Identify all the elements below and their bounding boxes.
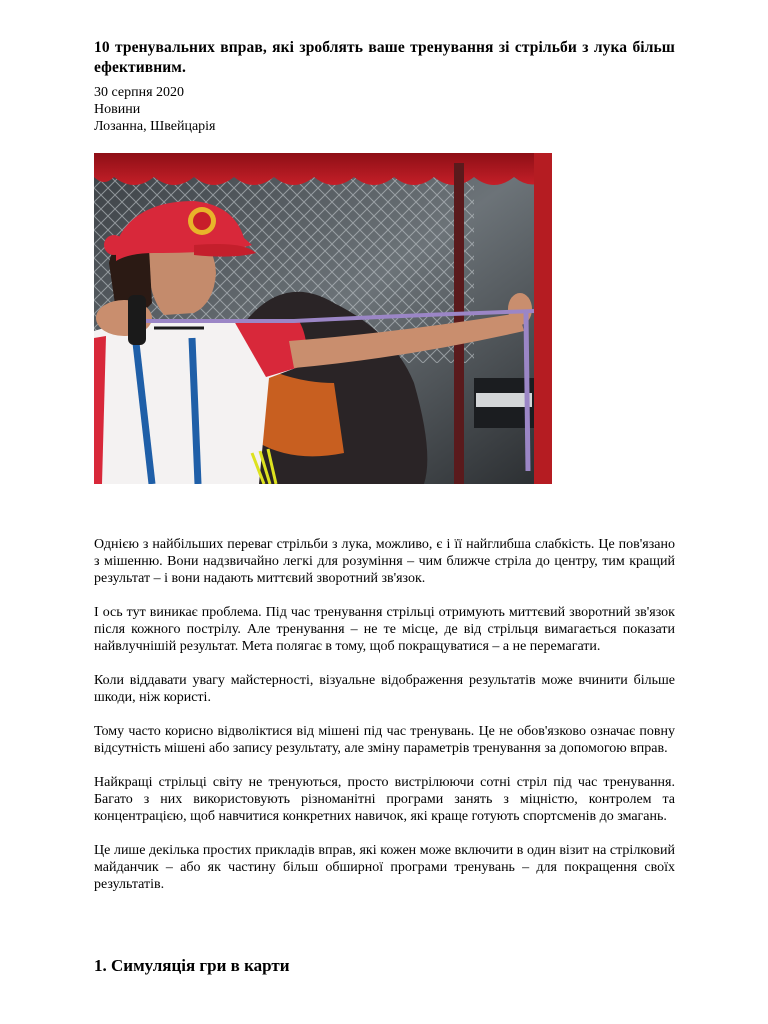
paragraph: І ось тут виникає проблема. Під час тренування стрільці отримують миттєвий зворотний зв'язок після кожного пострілу. Але тренування – не те місце, де від стрільця вимагається показати найвлучнішій результат. Мета полягає в тому, щоб покращуватися – а не перемагати. [94, 605, 675, 654]
article-date: 30 серпня 2020 [94, 85, 185, 100]
archer-photo-illustration [94, 153, 552, 484]
article-title: 10 тренувальних вправ, які зроблять ваше тренування зі стрільби з лука більш ефективним. [94, 39, 675, 76]
paragraph: Тому часто корисно відволіктися від мішені під час тренувань. Це не обов'язково означає повну відсутність мішені або запису результату, але зміну параметрів тренування за допомогою вправ. [94, 724, 675, 756]
article-category: Новини [94, 102, 141, 117]
article-meta [94, 84, 675, 135]
paragraph: Коли віддавати увагу майстерності, візуальне відображення результатів може вчинити більше шкоди, ніж користі. [94, 673, 675, 705]
paragraph: Однією з найбільших переваг стрільби з лука, можливо, є і її найглибша слабкість. Це пов'язано з мішенню. Вони надзвичайно легкі для розуміння – чим ближче стріла до центру, тим кращий результат – і вони надають миттєвий зворотний зв'язок. [94, 537, 675, 586]
article-location: Лозанна, Швейцарія [94, 119, 216, 134]
paragraph: Найкращі стрільці світу не тренуються, просто вистрілюючи сотні стріл під час тренування. Багато з них використовують різноманітні програми занять з міцністю, контролем та концентрацією, щоб навчитися конкретних навичок, які краще готують спортсменів до змагань. [94, 775, 675, 824]
article-body [94, 536, 675, 910]
article [94, 38, 675, 975]
section-heading: 1. Симуляція гри в карти [94, 956, 290, 975]
article-photo [94, 153, 552, 484]
paragraph: Це лише декілька простих прикладів вправ, які кожен може включити в один візит на стрілковий майданчик – або як частину більш обширної програми тренувань – для покращення своїх результатів. [94, 843, 675, 892]
